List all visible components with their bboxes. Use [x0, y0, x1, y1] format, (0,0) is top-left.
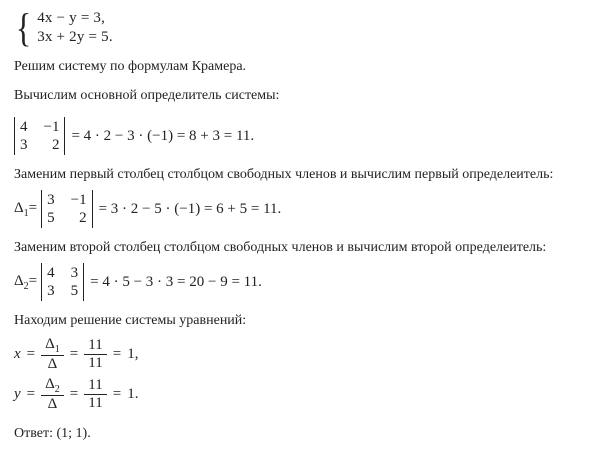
matrix-cell: 5 [47, 210, 55, 226]
equation-line-2: 3x + 2y = 5. [37, 29, 113, 45]
solution-x-result: 1, [127, 345, 139, 362]
equals-sign: = [112, 345, 122, 362]
system-brace: { [15, 5, 32, 50]
fraction-denominator: 11 [88, 354, 103, 371]
equals-sign: = [26, 345, 36, 362]
main-determinant-row [14, 116, 586, 156]
solution-y-result: 1. [127, 385, 139, 402]
matrix-cell: −1 [70, 192, 87, 208]
first-determinant-row [14, 189, 586, 229]
fraction-denominator: Δ [47, 355, 58, 372]
equals-sign: = [69, 385, 79, 402]
delta1-symbol: $\Delta_1=$ [14, 199, 38, 219]
variable-y: y [14, 385, 21, 402]
intro-text: Решим систему по формулам Крамера. [14, 59, 247, 74]
equals-sign: = [26, 385, 36, 402]
fraction-delta1-over-delta [41, 336, 64, 373]
fraction-numerator: $\Delta_1$ [45, 335, 60, 355]
matrix-cell: 3 [47, 192, 55, 208]
matrix-cell: 3 [70, 265, 79, 281]
fraction-11-over-11 [84, 337, 106, 372]
matrix-cell: −1 [43, 119, 60, 135]
delta2-symbol: $\Delta_2=$ [14, 272, 38, 292]
fraction-denominator: Δ [47, 395, 58, 412]
fraction-11-over-11 [84, 377, 106, 412]
system-equations [37, 9, 113, 47]
equals-sign: = [69, 345, 79, 362]
fraction-numerator: 11 [88, 376, 103, 393]
solution-y-row [14, 375, 586, 413]
matrix-cell: 2 [51, 137, 60, 153]
second-determinant-result: = 4 · 5 − 3 · 3 = 20 − 9 = 11. [90, 273, 262, 290]
solution-x-row [14, 335, 586, 373]
fraction-delta2-over-delta [41, 376, 64, 413]
first-determinant-label: Заменим первый столбец столбцом свободных членов и вычислим первый определеитель: [14, 167, 554, 182]
matrix-cell: 5 [70, 283, 79, 299]
main-determinant-result: = 4 · 2 − 3 · (−1) = 8 + 3 = 11. [71, 127, 255, 144]
fraction-numerator: $\Delta_2$ [45, 375, 60, 395]
solution-label: Находим решение системы уравнений: [14, 313, 247, 328]
main-determinant-label: Вычислим основной определитель системы: [14, 88, 280, 103]
equals-sign: = [112, 385, 122, 402]
delta2-subscript: 2 [23, 280, 29, 292]
second-determinant-row [14, 262, 586, 302]
variable-x: x [14, 345, 21, 362]
first-determinant-matrix [41, 190, 92, 228]
first-determinant-result: = 3 · 2 − 5 · (−1) = 6 + 5 = 11. [98, 200, 282, 217]
matrix-cell: 3 [20, 137, 28, 153]
fraction-denominator: 11 [88, 394, 103, 411]
fraction-numerator: 11 [88, 336, 103, 353]
matrix-cell: 4 [47, 265, 55, 281]
matrix-cell: 4 [20, 119, 28, 135]
delta1-subscript: 1 [23, 207, 29, 219]
main-determinant-matrix [14, 117, 65, 155]
matrix-cell: 3 [47, 283, 55, 299]
equation-line-1: 4x − y = 3, [37, 10, 106, 26]
answer-text: Ответ: (1; 1). [14, 426, 91, 441]
matrix-cell: 2 [79, 210, 87, 226]
equation-system [14, 5, 586, 50]
second-determinant-matrix [41, 263, 84, 301]
second-determinant-label: Заменим второй столбец столбцом свободных членов и вычислим второй определеитель: [14, 240, 547, 255]
